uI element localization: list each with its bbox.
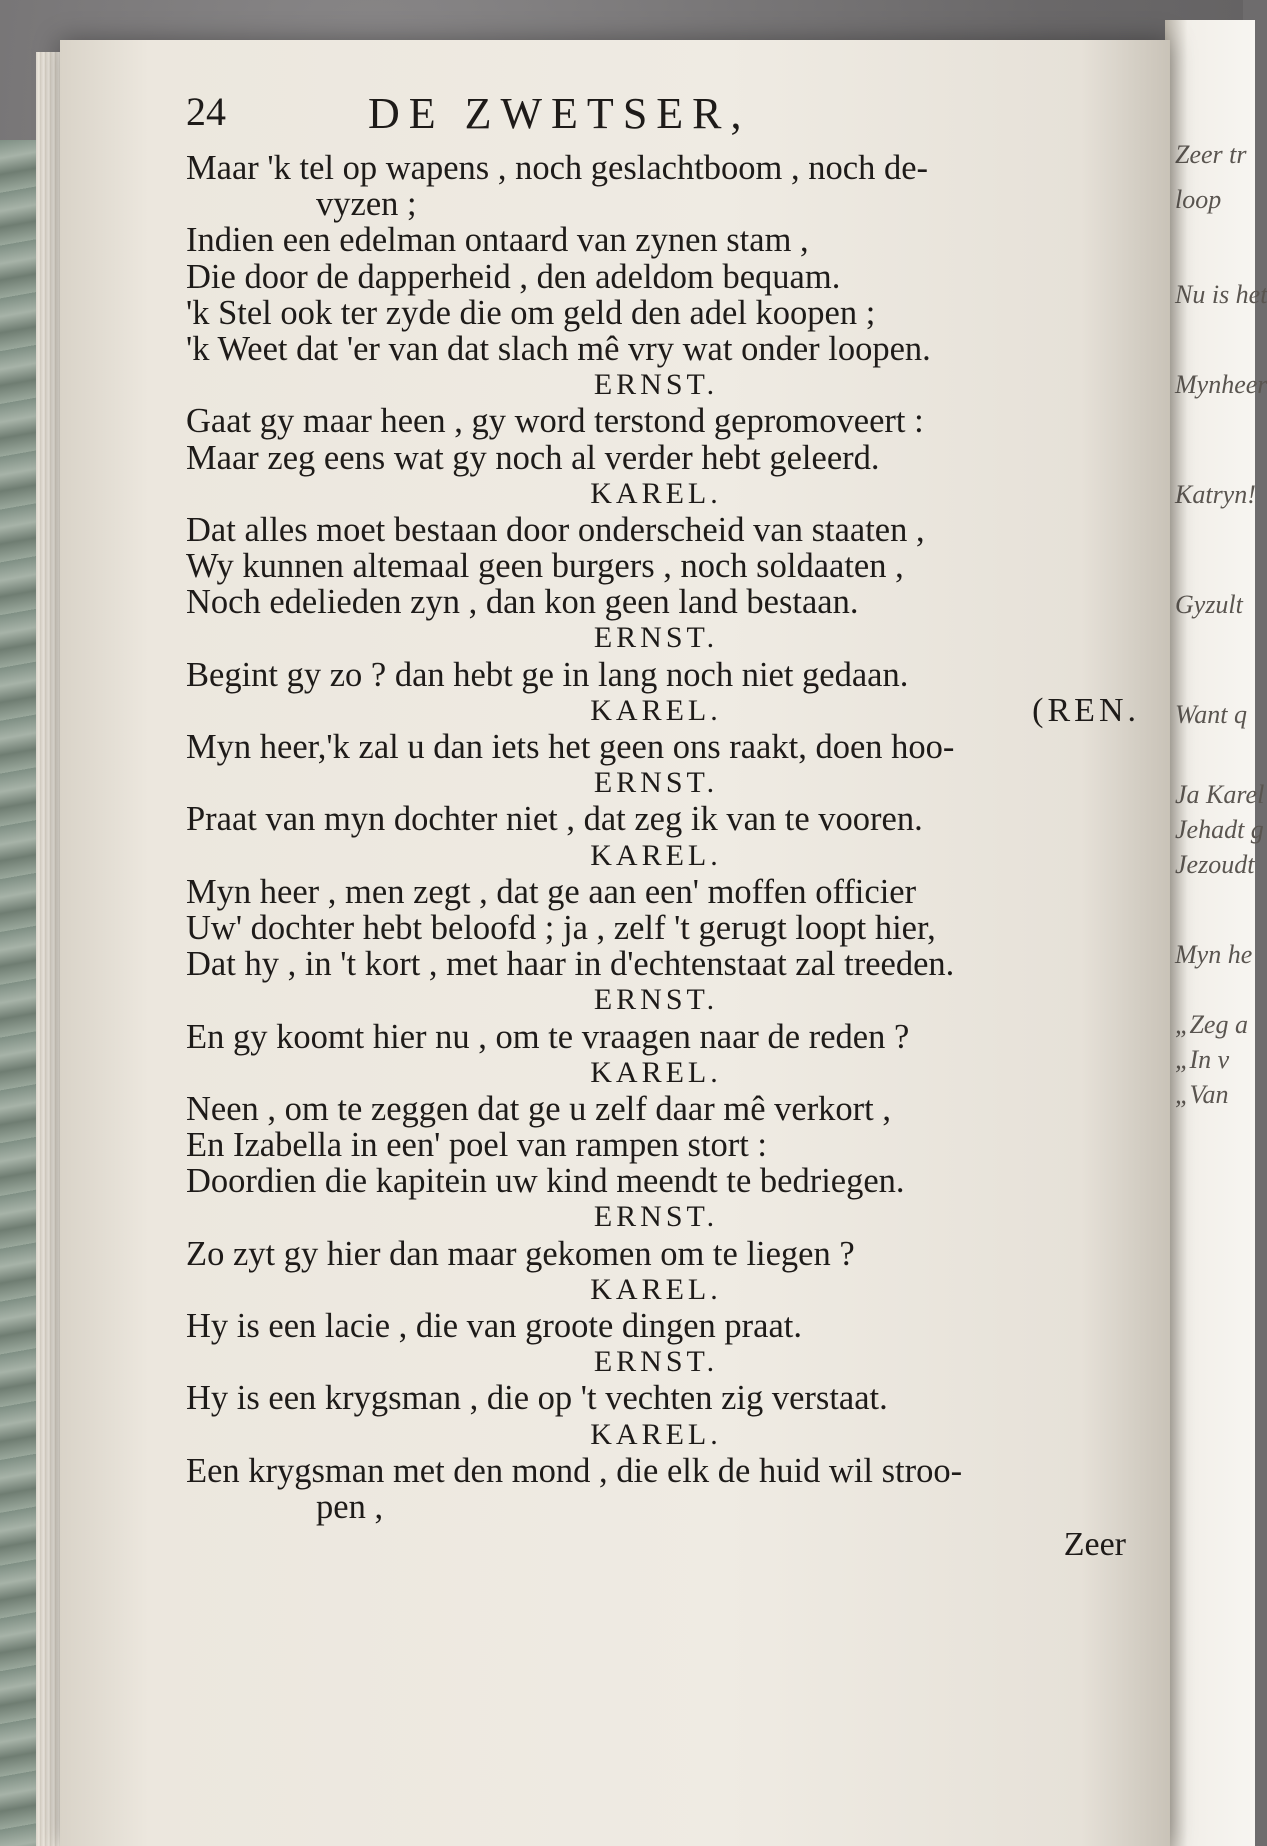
- speaker-name: KAREL.: [590, 476, 722, 510]
- speaker-heading: [186, 1055, 1126, 1091]
- verse-line: Begint gy zo ? dan hebt ge in lang noch niet gedaan.: [186, 655, 909, 694]
- verse-line: Zo zyt gy hier dan maar gekomen om te liegen ?: [186, 1234, 855, 1273]
- line-turnover: (REN.: [1032, 691, 1140, 729]
- speaker-name: KAREL.: [590, 693, 722, 727]
- facing-page-fragment: Zeer tr: [1175, 140, 1247, 169]
- verse-line: Die door de dapperheid , den adeldom bequam.: [186, 257, 841, 296]
- facing-page-fragment: Jezoudt: [1175, 850, 1255, 879]
- verse-line: Uw' dochter hebt beloofd ; ja , zelf 't gerugt loopt hier,: [186, 908, 936, 947]
- speaker-heading: [186, 1417, 1126, 1453]
- page-text: [186, 88, 1140, 1565]
- speaker-name: KAREL.: [590, 1417, 722, 1451]
- facing-page-fragment: Mynheer: [1175, 370, 1267, 399]
- speaker-name: ERNST.: [593, 1345, 719, 1379]
- verse-line: Noch edelieden zyn , dan kon geen land bestaan.: [186, 583, 859, 622]
- speaker-name: ERNST.: [593, 621, 719, 655]
- facing-page-fragment: Ja Karel: [1175, 780, 1265, 809]
- running-title: DE ZWETSER,: [368, 89, 751, 138]
- verse-line: Hy is een lacie , die van groote dingen praat.: [186, 1307, 802, 1345]
- speaker-heading: [186, 838, 1126, 874]
- speaker-name: KAREL.: [590, 838, 722, 872]
- speaker-heading: [186, 476, 1126, 512]
- speaker-heading: [186, 1272, 1126, 1308]
- catchword: Zeer: [1063, 1526, 1126, 1564]
- verse-line: En gy koomt hier nu , om te vraagen naar de reden ?: [186, 1017, 910, 1056]
- speaker-name: ERNST.: [593, 766, 719, 800]
- verse-line: Indien een edelman ontaard van zynen stam ,: [186, 221, 809, 260]
- verse-line: Myn heer,'k zal u dan iets het geen ons raakt, doen hoo-: [186, 728, 955, 766]
- verse-line: Een krygsman met den mond , die elk de huid wil stroo-: [186, 1451, 963, 1490]
- verse-line: 'k Stel ook ter zyde die om geld den adel koopen ;: [186, 293, 876, 332]
- verse-line: Gaat gy maar heen , gy word terstond gepromoveert :: [186, 402, 924, 441]
- facing-page-fragment: loop: [1175, 185, 1222, 214]
- speaker-heading: [186, 765, 1126, 801]
- facing-page-fragment: „Van: [1175, 1080, 1229, 1109]
- speaker-heading: [186, 1344, 1126, 1380]
- verse-continuation: vyzen ;: [316, 185, 417, 224]
- verse-line: Hy is een krygsman , die op 't vechten zig verstaat.: [186, 1379, 888, 1418]
- verse-block: [186, 149, 1140, 1526]
- speaker-name: ERNST.: [593, 983, 719, 1017]
- facing-page-fragment: Gyzult: [1175, 590, 1243, 619]
- speaker-heading: [186, 982, 1126, 1018]
- speaker-name: ERNST.: [593, 368, 719, 402]
- facing-page-fragment: Want q: [1175, 700, 1247, 729]
- facing-page-fragment: „In v: [1175, 1045, 1230, 1074]
- marbled-cover-edge: [0, 140, 40, 1846]
- speaker-name: KAREL.: [590, 1272, 722, 1306]
- verse-line: En Izabella in een' poel van rampen stort :: [186, 1126, 767, 1165]
- facing-page-fragment: „Zeg a: [1175, 1010, 1248, 1039]
- verse-line: Praat van myn dochter niet , dat zeg ik van te vooren.: [186, 800, 923, 839]
- verse-line: Dat hy , in 't kort , met haar in d'echtenstaat zal treeden.: [186, 945, 955, 984]
- speaker-heading: [186, 1199, 1126, 1235]
- speaker-name: KAREL.: [590, 1055, 722, 1089]
- facing-page-fragment: Nu is het: [1175, 280, 1267, 309]
- verse-line: Maar zeg eens wat gy noch al verder hebt geleerd.: [186, 438, 880, 477]
- verse-line: 'k Weet dat 'er van dat slach mê vry wat onder loopen.: [186, 329, 931, 368]
- verse-line: Wy kunnen altemaal geen burgers , noch soldaaten ,: [186, 547, 904, 586]
- speaker-heading: [186, 367, 1126, 403]
- facing-page-fragment: Katryn!: [1175, 480, 1256, 509]
- verse-line: Dat alles moet bestaan door onderscheid van staaten ,: [186, 510, 925, 549]
- verse-continuation: pen ,: [316, 1487, 384, 1526]
- speaker-heading: [186, 691, 1140, 729]
- verse-line: Maar 'k tel op wapens , noch geslachtboom , noch de-: [186, 149, 929, 187]
- page-number: 24: [186, 89, 226, 134]
- facing-page-fragment: Jehadt g: [1175, 815, 1264, 844]
- running-header: [186, 88, 1126, 150]
- verse-line: Myn heer , men zegt , dat ge aan een' moffen officier: [186, 872, 917, 911]
- speaker-heading: [186, 620, 1126, 656]
- verse-line: Neen , om te zeggen dat ge u zelf daar mê verkort ,: [186, 1089, 892, 1128]
- speaker-name: ERNST.: [593, 1200, 719, 1234]
- facing-page-fragment: Myn he: [1175, 940, 1253, 969]
- verse-line: Doordien die kapitein uw kind meendt te bedriegen.: [186, 1162, 905, 1201]
- facing-page: [1165, 20, 1267, 1846]
